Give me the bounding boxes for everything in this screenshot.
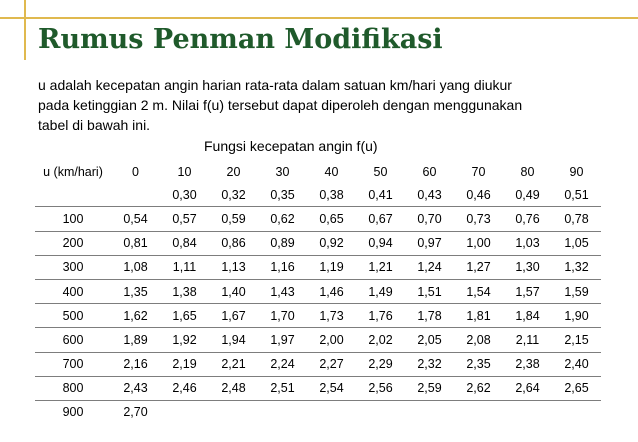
row-label-cell: 700 — [35, 352, 111, 376]
table-cell: 1,05 — [552, 231, 601, 255]
table-cell: 0,81 — [111, 231, 160, 255]
table-cell: 1,97 — [258, 328, 307, 352]
table-cell: 0,76 — [503, 207, 552, 231]
table-cell: 0,49 — [503, 183, 552, 207]
table-cell: 0,32 — [209, 183, 258, 207]
table-cell — [356, 400, 405, 424]
row-label-cell — [35, 183, 111, 207]
table-cell: 0,78 — [552, 207, 601, 231]
table-cell: 1,78 — [405, 304, 454, 328]
table-cell: 1,24 — [405, 255, 454, 279]
table-cell: 1,11 — [160, 255, 209, 279]
table-cell: 2,29 — [356, 352, 405, 376]
table-cell: 2,40 — [552, 352, 601, 376]
table-cell: 0,65 — [307, 207, 356, 231]
table-cell: 2,16 — [111, 352, 160, 376]
accent-horizontal-line — [0, 17, 638, 19]
table-cell: 1,81 — [454, 304, 503, 328]
table-cell: 2,64 — [503, 376, 552, 400]
table-cell: 1,27 — [454, 255, 503, 279]
table-cell: 1,84 — [503, 304, 552, 328]
table-cell: 2,62 — [454, 376, 503, 400]
table-cell — [209, 400, 258, 424]
table-cell: 0,97 — [405, 231, 454, 255]
slide-title: Rumus Penman Modifikasi — [38, 24, 443, 55]
table-cell: 1,30 — [503, 255, 552, 279]
table-cell: 1,21 — [356, 255, 405, 279]
row-label-cell: 200 — [35, 231, 111, 255]
table-row — [35, 400, 601, 424]
table-cell — [258, 400, 307, 424]
table-cell: 1,57 — [503, 279, 552, 303]
table-header-row — [35, 160, 601, 183]
table-row — [35, 279, 601, 303]
table-cell: 1,13 — [209, 255, 258, 279]
column-header: 50 — [373, 164, 388, 179]
table-cell: 1,94 — [209, 328, 258, 352]
column-header: 20 — [226, 164, 241, 179]
table-cell: 0,35 — [258, 183, 307, 207]
column-header: 60 — [422, 164, 437, 179]
table-cell: 0,43 — [405, 183, 454, 207]
table-cell: 0,30 — [160, 183, 209, 207]
table-cell: 1,08 — [111, 255, 160, 279]
intro-paragraph — [38, 75, 608, 135]
row-label-cell: 100 — [35, 207, 111, 231]
table-cell: 0,41 — [356, 183, 405, 207]
table-cell: 2,70 — [123, 405, 148, 420]
table-cell: 2,46 — [160, 376, 209, 400]
table-cell: 1,92 — [160, 328, 209, 352]
table-cell: 0,70 — [405, 207, 454, 231]
column-header: 90 — [569, 164, 584, 179]
table-cell: 0,46 — [454, 183, 503, 207]
table-cell: 0,57 — [160, 207, 209, 231]
table-row — [35, 231, 601, 255]
table-cell: 0,89 — [258, 231, 307, 255]
table-cell: 2,27 — [307, 352, 356, 376]
table-cell — [405, 400, 454, 424]
table-cell: 2,48 — [209, 376, 258, 400]
table-cell: 1,49 — [356, 279, 405, 303]
intro-line: tabel di bawah ini. — [38, 117, 151, 133]
table-cell: 2,65 — [552, 376, 601, 400]
accent-vertical-line — [24, 0, 26, 60]
row-label-cell: 900 — [62, 405, 84, 420]
table-cell: 1,62 — [111, 304, 160, 328]
table-cell: 0,67 — [356, 207, 405, 231]
table-cell: 1,51 — [405, 279, 454, 303]
table-cell: 1,35 — [111, 279, 160, 303]
table-cell: 1,67 — [209, 304, 258, 328]
table-row — [35, 207, 601, 231]
table-cell: 2,54 — [307, 376, 356, 400]
table-cell: 2,05 — [405, 328, 454, 352]
table-cell: 1,76 — [356, 304, 405, 328]
table-cell: 0,94 — [356, 231, 405, 255]
table-cell: 2,56 — [356, 376, 405, 400]
table-cell: 2,59 — [405, 376, 454, 400]
row-label-cell: 500 — [35, 304, 111, 328]
column-header: 80 — [520, 164, 535, 179]
table-cell: 1,38 — [160, 279, 209, 303]
table-cell: 2,19 — [160, 352, 209, 376]
table-cell: 2,11 — [503, 328, 552, 352]
table-cell — [307, 400, 356, 424]
table-cell: 1,73 — [307, 304, 356, 328]
column-header: 30 — [275, 164, 290, 179]
table-cell — [160, 400, 209, 424]
table-cell: 1,89 — [111, 328, 160, 352]
table-row — [35, 352, 601, 376]
table-cell: 0,38 — [307, 183, 356, 207]
table-cell: 1,70 — [258, 304, 307, 328]
table-cell: 0,54 — [111, 207, 160, 231]
table-cell: 2,32 — [405, 352, 454, 376]
table-caption: Fungsi kecepatan angin f(u) — [204, 138, 378, 154]
table-cell: 2,51 — [258, 376, 307, 400]
table-cell: 0,92 — [307, 231, 356, 255]
table-cell: 0,59 — [209, 207, 258, 231]
intro-line: pada ketinggian 2 m. Nilai f(u) tersebut dapat diperoleh dengan menggunakan — [38, 97, 523, 113]
table-cell — [454, 400, 503, 424]
table-cell: 1,65 — [160, 304, 209, 328]
row-label-cell: 400 — [35, 279, 111, 303]
intro-line: u adalah kecepatan angin harian rata-rata dalam satuan km/hari yang diukur — [38, 77, 512, 93]
row-label-cell: 800 — [35, 376, 111, 400]
table-cell: 0,84 — [160, 231, 209, 255]
table-cell: 1,00 — [454, 231, 503, 255]
table-cell: 1,19 — [307, 255, 356, 279]
table-cell: 1,32 — [552, 255, 601, 279]
row-label-cell: 300 — [35, 255, 111, 279]
table-cell: 1,54 — [454, 279, 503, 303]
table-cell: 0,51 — [552, 183, 601, 207]
table-cell: 2,43 — [111, 376, 160, 400]
table-row — [35, 376, 601, 400]
table-cell — [552, 400, 601, 424]
table-cell: 0,73 — [454, 207, 503, 231]
table-cell: 0,62 — [258, 207, 307, 231]
table-cell: 1,03 — [503, 231, 552, 255]
table-row — [35, 183, 601, 207]
table-cell: 1,59 — [552, 279, 601, 303]
table-cell: 2,21 — [209, 352, 258, 376]
column-header-u: u (km/hari) — [43, 164, 103, 179]
table-cell — [503, 400, 552, 424]
row-label-cell: 600 — [35, 328, 111, 352]
column-header: 10 — [177, 164, 192, 179]
table-cell: 1,46 — [307, 279, 356, 303]
table-cell: 1,90 — [552, 304, 601, 328]
table-cell: 2,00 — [307, 328, 356, 352]
table-cell: 2,15 — [552, 328, 601, 352]
table-cell: 1,40 — [209, 279, 258, 303]
table-cell — [111, 183, 160, 207]
wind-function-table — [35, 160, 601, 424]
table-row — [35, 304, 601, 328]
column-header: 70 — [471, 164, 486, 179]
table-cell: 2,24 — [258, 352, 307, 376]
table-cell: 2,08 — [454, 328, 503, 352]
table-cell: 1,16 — [258, 255, 307, 279]
table-row — [35, 328, 601, 352]
table-cell: 2,02 — [356, 328, 405, 352]
table-cell: 1,43 — [258, 279, 307, 303]
table-cell: 0,86 — [209, 231, 258, 255]
table-cell: 2,35 — [454, 352, 503, 376]
table-cell: 2,38 — [503, 352, 552, 376]
table-row — [35, 255, 601, 279]
column-header: 40 — [324, 164, 339, 179]
column-header: 0 — [132, 164, 139, 179]
